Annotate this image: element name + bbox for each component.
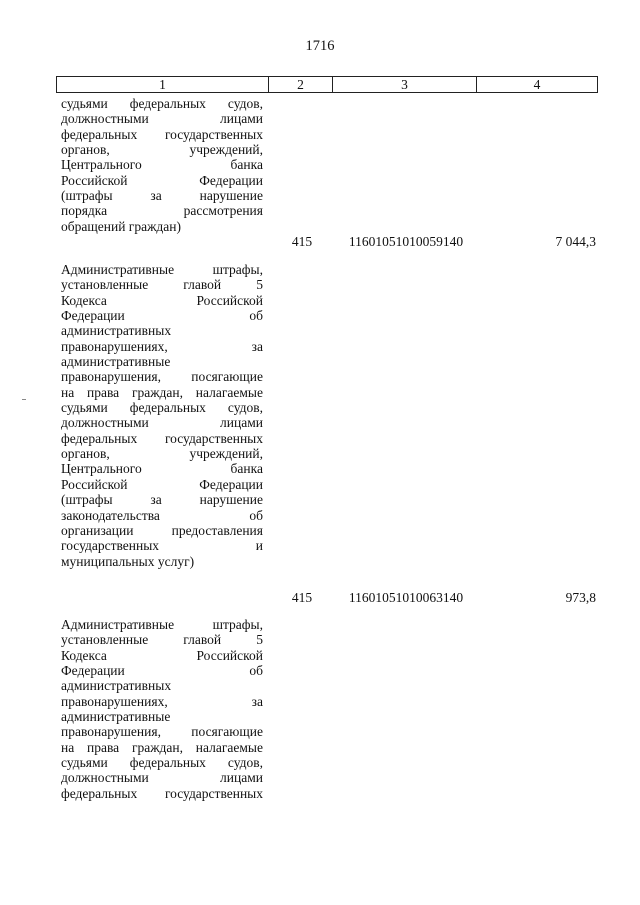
description-line: (штрафы за нарушение [61,188,263,204]
description-line: должностными лицами [61,415,263,431]
description-line: органов, учреждений, [61,142,263,158]
description-line: обращений граждан) [61,218,181,234]
description-line: законодательства об [61,507,263,523]
description-line: Федерации об [61,663,263,679]
description-line: муниципальных услуг) [61,553,195,569]
description-line: организации предоставления [61,522,263,538]
description-line: судьями федеральных судов, [61,96,263,111]
description-line: органов, учреждений, [61,446,263,462]
description-line: административных [61,678,172,694]
row-3-description [61,617,263,801]
row-2-budget-code: 11601051010063140 [348,590,464,605]
description-line: должностными лицами [61,111,263,127]
margin-mark [22,399,26,400]
description-line: правонарушениях, за [61,693,263,709]
description-line: установленные главой 5 [61,277,263,293]
row-1-description [61,96,263,234]
description-line: порядка рассмотрения [61,203,263,219]
header-col-1: 1 [57,77,269,92]
description-line: судьями федеральных судов, [61,400,263,416]
description-line: Кодекса Российской [61,292,263,308]
description-line: на права граждан, налагаемые [61,739,263,755]
description-line: Административные штрафы, [61,262,263,277]
row-2-description [61,262,263,569]
description-line: административные [61,354,171,370]
description-line: административных [61,323,172,339]
description-line: правонарушения, посягающие [61,369,263,385]
row-1-amount: 7 044,3 [555,234,596,249]
page-number: 1716 [305,38,335,54]
description-line: должностными лицами [61,770,263,786]
description-line: Центрального банка [61,461,263,477]
description-line: административные [61,709,171,725]
description-line: (штрафы за нарушение [61,492,263,508]
header-col-4: 4 [533,77,541,92]
description-line: правонарушения, посягающие [61,724,263,740]
row-2-amount: 973,8 [565,590,596,605]
description-line: Кодекса Российской [61,647,263,663]
row-1-admin-code: 415 [291,234,313,249]
description-line: государственных и [61,538,263,554]
table-header [56,76,598,93]
description-line: Административные штрафы, [61,617,263,632]
description-line: Федерации об [61,308,263,324]
header-col-3: 3 [333,77,477,92]
description-line: Центрального банка [61,157,263,173]
row-2-admin-code: 415 [291,590,313,605]
description-line: федеральных государственных [61,785,263,801]
description-line: установленные главой 5 [61,632,263,648]
description-line: федеральных государственных [61,430,263,446]
description-line: Российской Федерации [61,172,263,188]
row-1-budget-code: 11601051010059140 [348,234,464,249]
description-line: Российской Федерации [61,476,263,492]
description-line: на права граждан, налагаемые [61,384,263,400]
header-col-2: 2 [269,77,333,92]
description-line: судьями федеральных судов, [61,755,263,771]
description-line: федеральных государственных [61,126,263,142]
description-line: правонарушениях, за [61,338,263,354]
